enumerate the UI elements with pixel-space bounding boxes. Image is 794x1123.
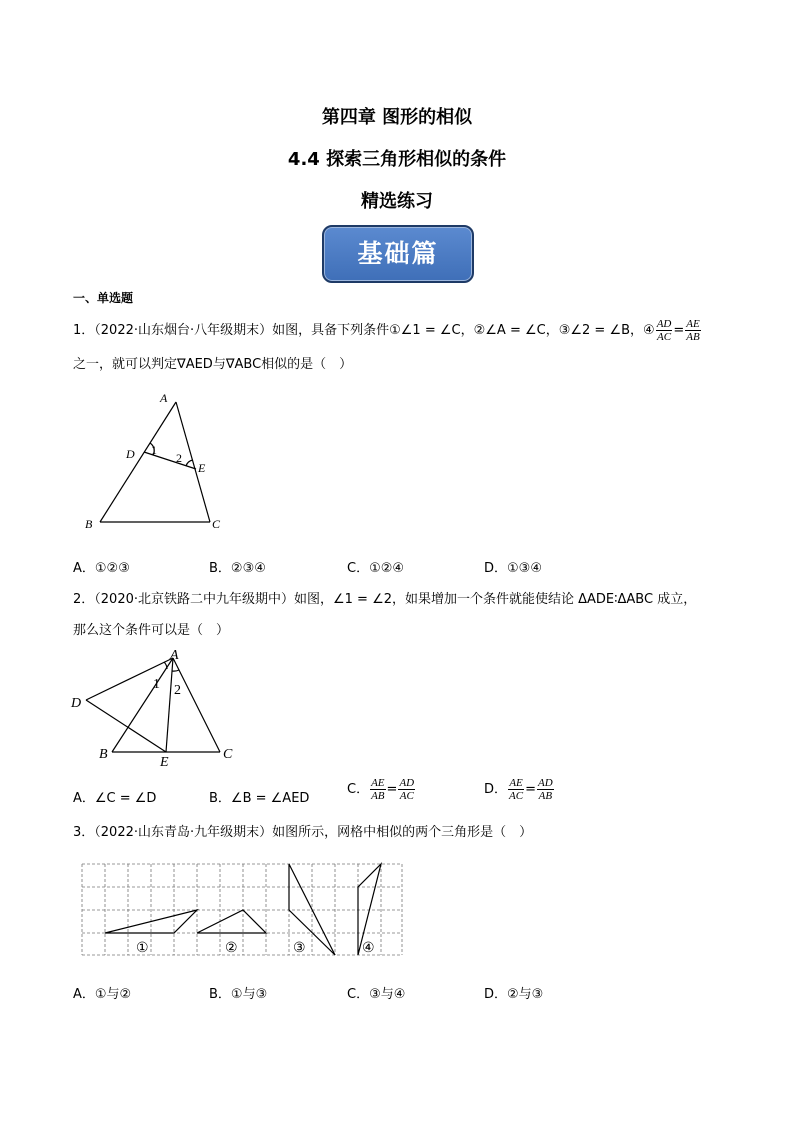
q1-option-b[interactable]: B．②③④ — [209, 561, 266, 576]
subtitle: 精选练习 — [361, 191, 433, 212]
section-title: 4.4 探索三角形相似的条件 — [287, 149, 507, 170]
q2-angle-1-arc — [164, 662, 167, 669]
q3-option-b[interactable]: B．①与③ — [209, 987, 268, 1002]
q2-segment-ae — [166, 658, 173, 752]
q2-stem: 2．（2020·北京铁路二中九年级期中）如图，∠1 = ∠2，如果增加一个条件就能使结论 ΔADE∶ΔABC 成立， — [73, 592, 697, 607]
q3-label-1: ① — [136, 941, 149, 956]
q1-cond-4: ④ — [643, 323, 655, 338]
q2-label-b: B — [99, 747, 108, 762]
q2-side-ac — [173, 658, 220, 752]
q2-stem-line2: 那么这个条件可以是（ ） — [73, 623, 230, 638]
q2-option-c-label: C． — [347, 782, 370, 797]
q2-label-2: 2 — [174, 683, 181, 698]
q3-stem: 3．（2022·山东青岛·九年级期末）如图所示，网格中相似的两个三角形是（ ） — [73, 825, 533, 840]
q2-frac-ae-ab: $\frac{AE}{AB}$ — [371, 777, 385, 802]
q2-label-e: E — [160, 755, 169, 770]
q3-option-d[interactable]: D．②与③ — [484, 987, 544, 1002]
q1-frac-ad-ac: $\frac{AD}{AC}$ — [656, 318, 672, 343]
q3-label-3: ③ — [293, 941, 306, 956]
q2-option-c[interactable]: C． $\frac{AE}{AB}$ = $\frac{AD}{AC}$ — [347, 777, 415, 802]
q3-triangle-2 — [197, 910, 266, 933]
q2-frac-ad-ab: $\frac{AD}{AB}$ — [537, 777, 553, 802]
q3-grid — [82, 864, 402, 955]
q1-label-c: C — [212, 517, 221, 531]
q1-label-2: 2 — [176, 451, 182, 465]
q2-label-c: C — [223, 747, 233, 762]
q3-label-4: ④ — [362, 941, 375, 956]
q1-option-a[interactable]: A．①②③ — [73, 561, 130, 576]
q1-stem: 1．（2022·山东烟台·八年级期末）如图，具备下列条件①∠1 = ∠C，②∠A = ∠C，③∠2 = ∠B，④ $\frac{AD}{AC}$ = $\frac{AE}{AB}$ — [73, 318, 700, 343]
q1-label-d: D — [126, 447, 135, 461]
q2-label-a: A — [170, 648, 179, 663]
q1-side-ab — [100, 402, 176, 522]
q1-option-c[interactable]: C．①②④ — [347, 561, 405, 576]
q1-option-d[interactable]: D．①③④ — [484, 561, 542, 576]
q2-option-a[interactable]: A．∠C = ∠D — [73, 791, 157, 806]
q2-figure — [68, 646, 248, 770]
q1-stem-line2: 之一，就可以判定∇AED与∇ABC相似的是（ ） — [73, 357, 353, 372]
q2-option-d[interactable]: D． $\frac{AE}{AC}$ = $\frac{AD}{AB}$ — [484, 777, 553, 802]
q1-frac-ae-ab: $\frac{AE}{AB}$ — [686, 318, 700, 343]
q1-figure — [80, 390, 240, 535]
q1-prefix: 1．（2022·山东烟台·八年级期末）如图，具备下列条件 — [73, 323, 390, 338]
q2-option-b[interactable]: B．∠B = ∠AED — [209, 791, 310, 806]
q3-option-c[interactable]: C．③与④ — [347, 987, 406, 1002]
level-badge: 基础篇 — [322, 225, 474, 283]
q2-segment-de — [86, 700, 166, 752]
q2-label-1: 1 — [153, 677, 160, 692]
section-heading: 一、单选题 — [73, 291, 134, 305]
q1-label-1: 1 — [151, 443, 157, 457]
q3-grid-figure — [80, 858, 410, 958]
chapter-title: 第四章 图形的相似 — [321, 107, 473, 128]
q1-cond-1: ①∠1 = ∠C — [389, 323, 461, 338]
q3-option-a[interactable]: A．①与② — [73, 987, 132, 1002]
q1-label-e: E — [198, 461, 206, 475]
q1-angle-2-arc — [186, 460, 193, 466]
q2-angle-2-arc — [172, 670, 179, 671]
q1-cond-3: ③∠2 = ∠B — [558, 323, 631, 338]
q3-label-2: ② — [225, 941, 238, 956]
q2-frac-ad-ac: $\frac{AD}{AC}$ — [399, 777, 415, 802]
q2-label-d: D — [71, 696, 82, 711]
q1-label-a: A — [160, 391, 168, 405]
q2-option-d-label: D． — [484, 782, 508, 797]
q2-frac-ae-ac: $\frac{AE}{AC}$ — [509, 777, 524, 802]
q1-label-b: B — [85, 517, 93, 531]
q1-cond-2: ②∠A = ∠C — [473, 323, 546, 338]
